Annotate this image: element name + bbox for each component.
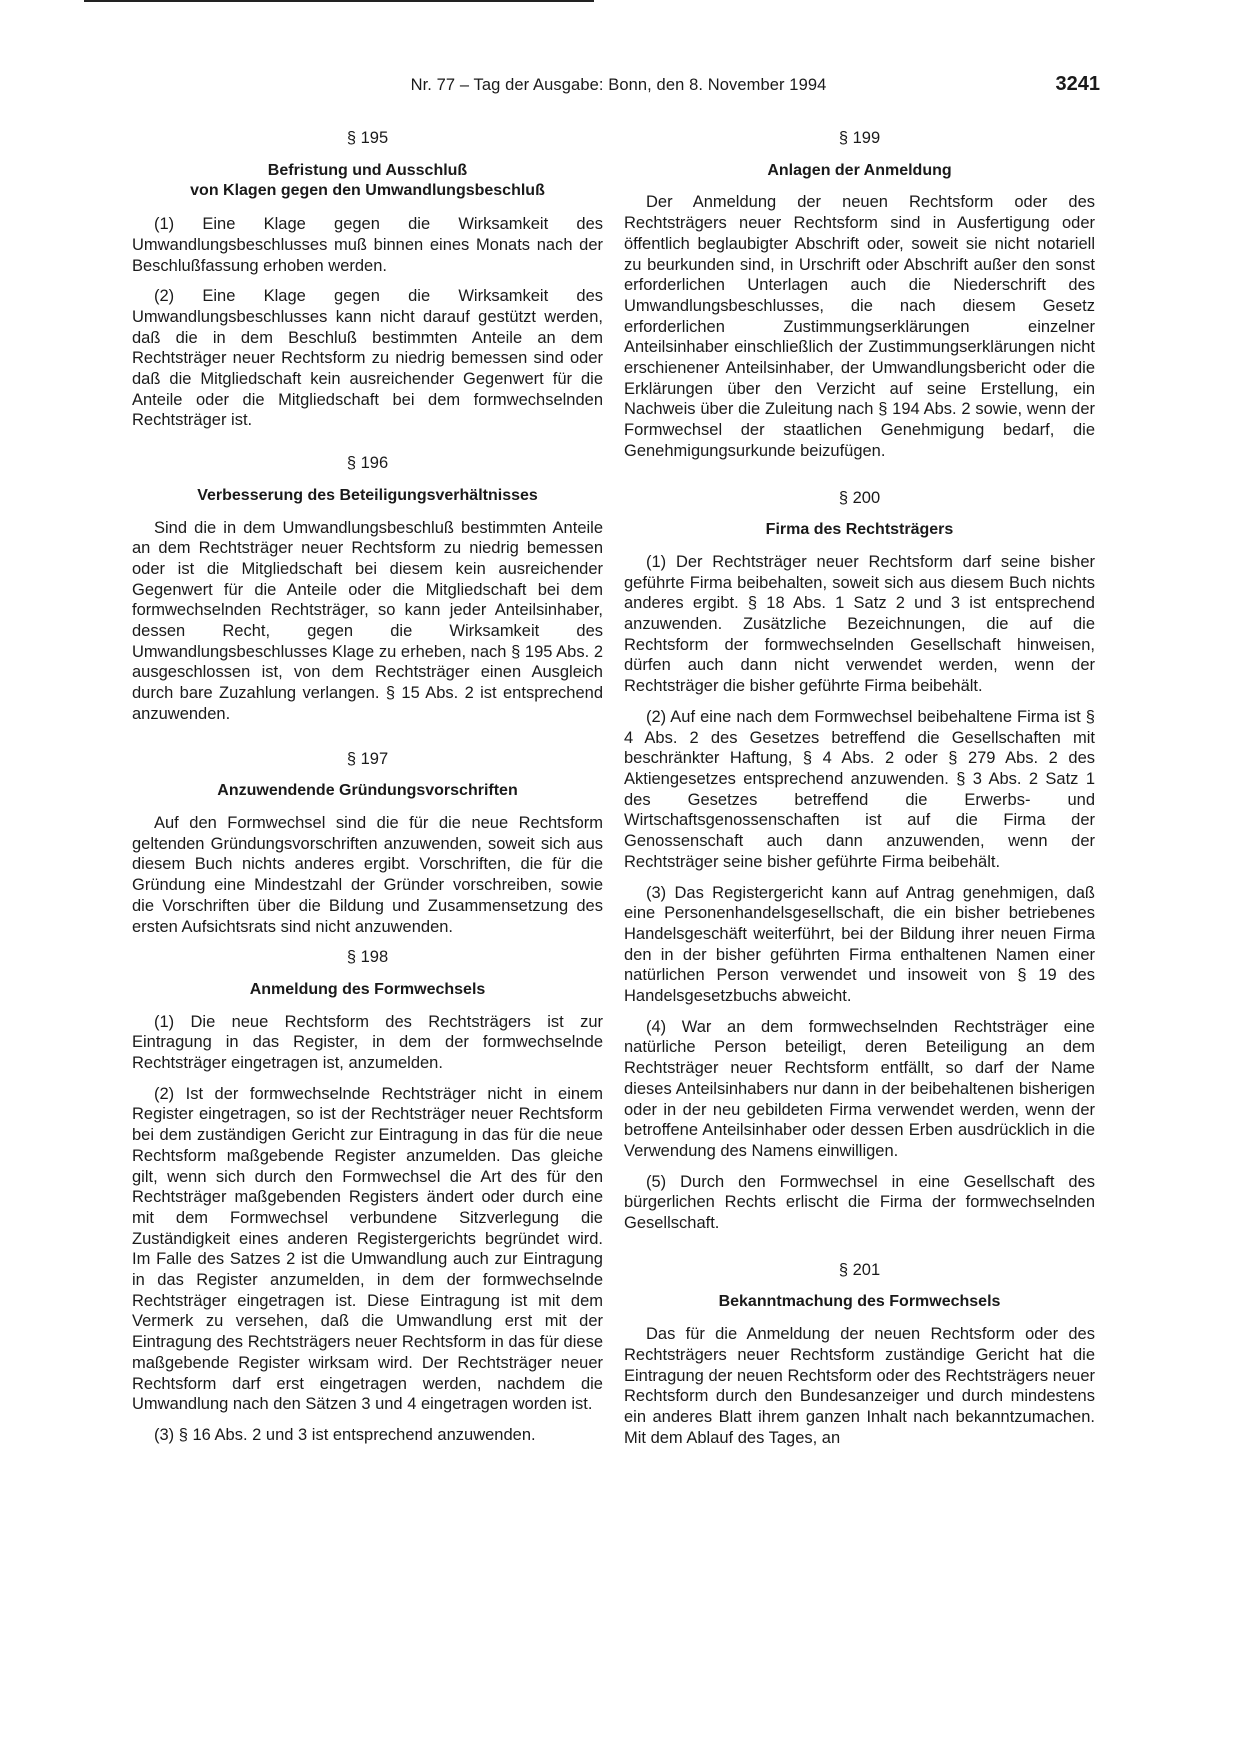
section-title: Anzuwendende Gründungsvorschriften — [217, 782, 518, 800]
paragraph: Der Anmeldung der neuen Rechtsform oder des Rechtsträgers neuer Rechtsform sind in Ausfertigung oder öffentlich beglaubigter Abschrift oder, soweit sie nicht notariell zu beurkunden sind, in Urschrift oder Abschrift außer den sonst erforderlichen Unterlagen auch die Niederschrift des Umwandlungsbeschlusses, die nach diesem Gesetz erforderlichen Zustimmungserklärungen einzelner Anteilsinhaber einschließlich der Zustimmungserklärungen nicht erschienener Anteilsinhaber, der Umwandlungsbericht oder die Erklärungen über den Verzicht auf seine Erstellung, ein Nachweis über die Zuleitung nach § 194 Abs. 2 sowie, wenn der Formwechsel der staatlichen Genehmigung bedarf, die Genehmigungsurkunde beizufügen. — [624, 193, 1095, 460]
section-title — [132, 161, 603, 202]
paragraph: (1) Der Rechtsträger neuer Rechtsform darf seine bisher geführte Firma beibehalten, soweit sich aus diesem Buch nichts anderes ergibt. § 18 Abs. 1 Satz 2 und 3 ist entsprechend anzuwenden. Zusätzliche Bezeichnungen, die auf die Rechtsform der formwechselnden Gesellschaft hinweisen, dürfen auch dann nicht verwendet werden, wenn der Rechtsträger die bisher geführte Firma beibehält. — [624, 552, 1095, 696]
section-201 — [624, 1260, 1095, 1449]
page-number: 3241 — [1055, 73, 1100, 95]
section-title: Firma des Rechtsträgers — [765, 521, 954, 539]
paragraph: (1) Eine Klage gegen die Wirksamkeit des Umwandlungsbeschlusses muß binnen eines Monats nach der Beschlußfassung erhoben werden. — [132, 215, 603, 275]
paragraph: Das für die Anmeldung der neuen Rechtsform oder des Rechtsträgers neuer Rechtsform zuständige Gericht hat die Eintragung der neuen Rechtsform oder des Rechtsträgers neuer Rechtsform durch den Bundesanzeiger und durch mindestens ein anderes Blatt ihrem ganzen Inhalt nach bekanntzumachen. Mit dem Ablauf des Tages, an — [624, 1325, 1095, 1447]
section-197 — [132, 749, 603, 938]
paragraph: (1) Die neue Rechtsform des Rechtsträgers ist zur Eintragung in das Register, in dem der formwechselnde Rechtsträger eingetragen ist, anzumelden. — [132, 1012, 603, 1073]
section-number: § 200 — [838, 488, 881, 507]
paragraph: Sind die in dem Umwandlungsbeschluß bestimmten Anteile an dem Rechtsträger neuer Rechtsform zu niedrig bemessen oder ist die Mitgliedschaft bei diesem kein ausreichender Gegenwert für die Anteile oder die Mitgliedschaft bei dem formwechselnden Rechtsträger, so kann jeder Anteilsinhaber, dessen Recht, gegen die Wirksamkeit des Umwandlungsbeschlusses Klage zu erheben, nach § 195 Abs. 2 ausgeschlossen ist, von dem Rechtsträger einen Ausgleich durch bare Zuzahlung verlangen. § 15 Abs. 2 ist entsprechend anzuwenden. — [132, 518, 603, 723]
section-number: § 199 — [838, 129, 881, 147]
section-200 — [624, 488, 1095, 1234]
section-title: Anlagen der Anmeldung — [767, 161, 952, 179]
page-header — [0, 73, 1237, 106]
section-number: § 195 — [346, 129, 389, 147]
section-title: Anmeldung des Formwechsels — [249, 980, 486, 998]
paragraph: (2) Ist der formwechselnde Rechtsträger nicht in einem Register eingetragen, so ist der Rechtsträger neuer Rechtsform bei dem zuständigen Gericht zur Eintragung in das für die neue Rechtsform maßgebende Register anzumelden. Das gleiche gilt, wenn sich durch den Formwechsel die Art des für den Rechtsträger maßgebenden Registers ändert oder durch eine mit dem Formwechsel verbundene Sitzverlegung die Zuständigkeit eines anderen Registergerichts begründet wird. Im Falle des Satzes 2 ist die Umwandlung auch zur Eintragung in das Register anzumelden, in dem der formwechselnde Rechtsträger eingetragen ist. Diese Eintragung ist mit dem Vermerk zu versehen, daß die Umwandlung erst mit der Eintragung des Rechtsträgers neuer Rechtsform in das für diese maßgebende Register wirksam wird. Der Rechtsträger neuer Rechtsform darf erst eingetragen werden, nachdem die Umwandlung nach den Sätzen 3 und 4 eingetragen worden ist. — [132, 1084, 603, 1414]
paragraph: (2) Eine Klage gegen die Wirksamkeit des Umwandlungsbeschlusses kann nicht darauf gestützt werden, daß die in dem Beschluß bestimmten Anteile an dem Rechtsträger neuer Rechtsform zu niedrig bemessen sind oder daß die Mitgliedschaft kein ausreichender Gegenwert für die Anteile oder die Mitgliedschaft bei dem formwechselnden Rechtsträger ist. — [132, 287, 603, 430]
paragraph: (3) § 16 Abs. 2 und 3 ist entsprechend anzuwenden. — [154, 1425, 536, 1444]
section-198 — [132, 947, 603, 1445]
top-rule — [84, 0, 594, 2]
running-head: Nr. 77 – Tag der Ausgabe: Bonn, den 8. November 1994 — [410, 76, 827, 94]
right-column — [624, 128, 1095, 1458]
section-195 — [132, 128, 603, 431]
section-title: Bekanntmachung des Formwechsels — [718, 1293, 1001, 1311]
section-number: § 196 — [346, 454, 389, 473]
paragraph: (5) Durch den Formwechsel in eine Gesellschaft des bürgerlichen Rechts erlischt die Firma der formwechselnden Gesellschaft. — [624, 1172, 1095, 1233]
paragraph: Auf den Formwechsel sind die für die neue Rechtsform geltenden Gründungsvorschriften anzuwenden, soweit sich aus diesem Buch nichts anderes ergibt. Vorschriften, die für die Gründung eine Mindestzahl der Gründer vorschreiben, sowie die Vorschriften über die Bildung und Zusammensetzung des ersten Aufsichtsrats sind nicht anzuwenden. — [132, 813, 603, 936]
section-title-line: Befristung und Ausschluß — [267, 161, 468, 179]
paragraph: (3) Das Registergericht kann auf Antrag genehmigen, daß eine Personenhandelsgesellschaft, die ein bisher betriebenes Handelsgeschäft weiterführt, bei der Bildung ihrer neuen Firma den in der bisher geführten Firma enthaltenen Namen einer natürlichen Person verwendet und insoweit von § 19 des Handelsgesetzbuchs abweicht. — [624, 883, 1095, 1006]
paragraph: (4) War an dem formwechselnden Rechtsträger eine natürliche Person beteiligt, deren Beteiligung an dem Rechtsträger neuer Rechtsform entfällt, so darf der Name dieses Anteilsinhabers nur dann in der beibehaltenen bisherigen oder in der neu gebildeten Firma verwendet werden, wenn der betroffene Anteilsinhaber oder dessen Erben ausdrücklich in die Verwendung des Namens einwilligen. — [624, 1017, 1095, 1160]
section-title: Verbesserung des Beteiligungsverhältnisses — [197, 486, 538, 504]
section-196 — [132, 453, 603, 724]
section-number: § 197 — [346, 749, 389, 768]
section-title-line: von Klagen gegen den Umwandlungsbeschluß — [190, 182, 545, 200]
section-number: § 198 — [346, 948, 389, 967]
left-column — [132, 128, 603, 1456]
section-199 — [624, 128, 1095, 462]
paragraph: (2) Auf eine nach dem Formwechsel beibehaltene Firma ist § 4 Abs. 2 des Gesetzes betreffend die Gesellschaften mit beschränkter Haftung, § 4 Abs. 2 oder § 279 Abs. 2 des Aktiengesetzes entsprechend anzuwenden. § 3 Abs. 2 Satz 1 des Gesetzes betreffend die Erwerbs- und Wirtschaftsgenossenschaften ist auf die Firma der Genossenschaft auch dann anzuwenden, wenn der Rechtsträger seine bisher geführte Firma beibehält. — [624, 707, 1095, 871]
section-number: § 201 — [838, 1260, 881, 1279]
